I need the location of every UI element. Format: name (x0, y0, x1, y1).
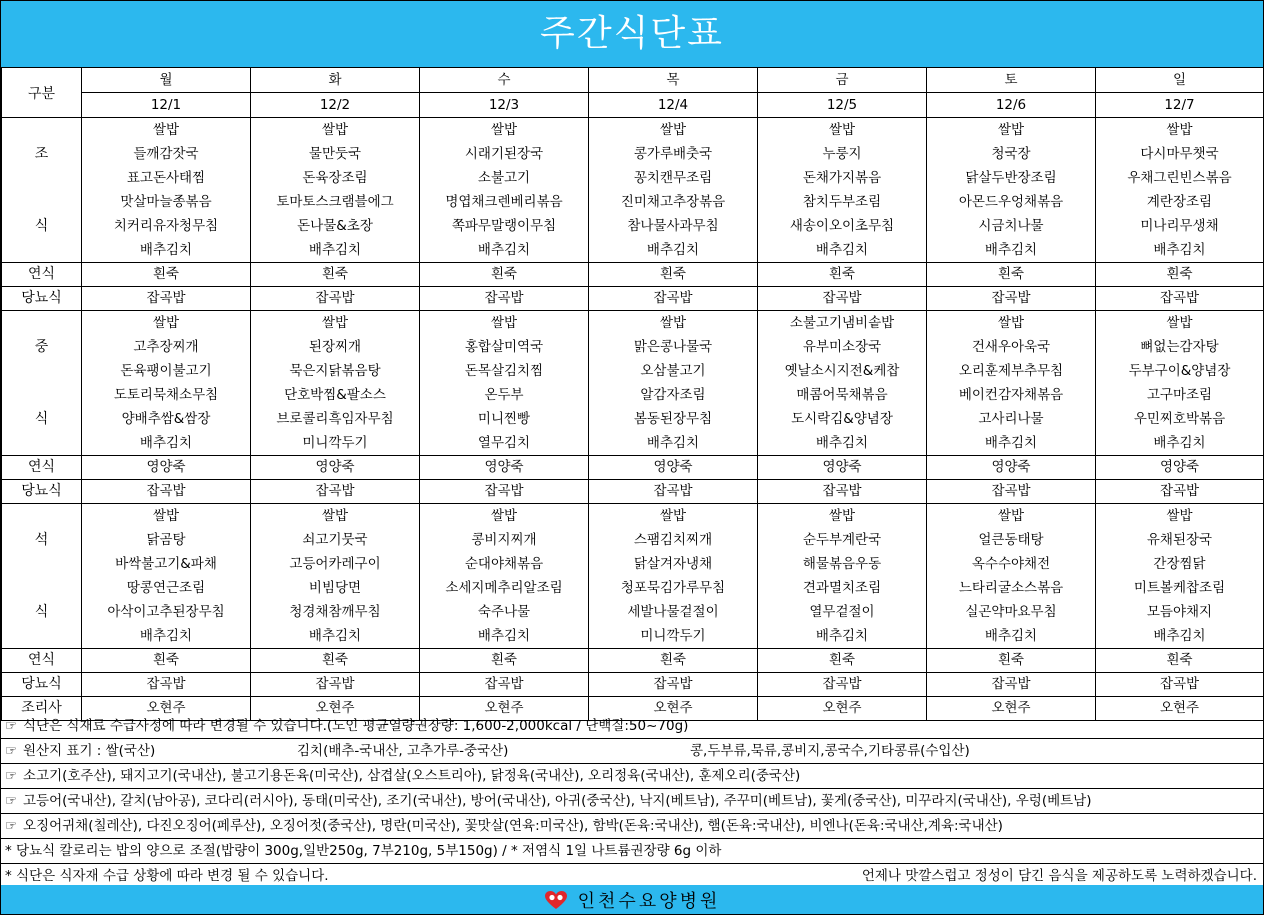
menu-item: 알감자조림 (640, 387, 706, 403)
diabetic-diet-item: 잡곡밥 (927, 480, 1096, 504)
day-date: 12/6 (927, 93, 1096, 118)
lunch-label (2, 311, 82, 456)
menu-item: 청경채참깨무침 (289, 604, 381, 620)
menu-item: 뼈없는감자탕 (1140, 339, 1219, 355)
menu-item: 닭살두반장조림 (965, 170, 1057, 186)
diabetic-diet-item: 잡곡밥 (589, 480, 758, 504)
notes-section (1, 714, 1263, 888)
menu-item: 배추김치 (984, 242, 1038, 258)
menu-item: 해물볶음우동 (802, 556, 882, 572)
day-date: 12/1 (82, 93, 251, 118)
menu-item: 모듬야채지 (1146, 604, 1213, 620)
breakfast-menu-day (82, 118, 251, 263)
dinner-menu-day (589, 504, 758, 649)
menu-item: 도시락김&양념장 (791, 411, 893, 427)
menu-item: 쇠고기뭇국 (302, 532, 368, 548)
menu-item: 표고돈사태찜 (126, 170, 206, 186)
cook-name: 오현주 (251, 697, 420, 721)
lunch-menu-day (82, 311, 251, 456)
menu-item: 배추김치 (815, 628, 869, 644)
soft-diet-item: 흰죽 (589, 263, 758, 287)
menu-item: 쌀밥 (659, 122, 687, 138)
menu-item: 배추김치 (815, 242, 869, 258)
menu-item: 참치두부조림 (802, 194, 882, 210)
menu-item: 닭살겨자냉채 (633, 556, 713, 572)
menu-item: 쌀밥 (1166, 508, 1193, 524)
dinner-menu-day (758, 504, 927, 649)
lunch-diabetic-label: 당뇨식 (2, 480, 82, 504)
menu-item: 쌀밥 (490, 508, 518, 524)
day-name: 화 (251, 68, 420, 93)
menu-item: 쌀밥 (321, 315, 349, 331)
page-title: 주간식단표 (1, 1, 1263, 67)
diabetic-diet-item: 잡곡밥 (758, 480, 927, 504)
menu-item: 느타리굴소스볶음 (958, 580, 1064, 596)
lunch-menu-day (251, 311, 420, 456)
menu-item: 홍합살미역국 (464, 339, 544, 355)
soft-diet-item: 흰죽 (758, 263, 927, 287)
cook-name: 오현주 (82, 697, 251, 721)
menu-item: 열무김치 (477, 435, 531, 451)
hospital-logo-icon (544, 890, 568, 910)
origin-rice: 원산지 표기 : 쌀(국산) (23, 743, 156, 759)
menu-item: 새송이오이초무침 (789, 218, 895, 234)
soft-diet-item: 흰죽 (927, 263, 1096, 287)
soft-diet-item: 영양죽 (758, 456, 927, 480)
lunch-label-bottom: 식 (34, 411, 49, 427)
menu-item: 콩가루배춧국 (633, 146, 713, 162)
menu-item: 실곤약마요무침 (965, 604, 1057, 620)
lunch-menu-day (1096, 311, 1264, 456)
diabetic-diet-item: 잡곡밥 (420, 673, 589, 697)
diabetic-diet-item: 잡곡밥 (927, 287, 1096, 311)
soft-diet-item: 흰죽 (82, 649, 251, 673)
diabetic-diet-item: 잡곡밥 (251, 673, 420, 697)
note-origin-fish: ☞ 고등어(국내산), 갈치(남아공), 코다리(러시아), 동태(미국산), 조기(국내산), 방어(국내산), 아귀(중국산), 낙지(베트남), 주꾸미(베트남), 꽃게(중국산), 미꾸라지(국내산), 우렁(베트남) (1, 789, 1263, 814)
menu-item: 된장찌개 (308, 339, 362, 355)
menu-item: 돈나물&초장 (297, 218, 373, 234)
menu-item: 배추김치 (477, 242, 531, 258)
diabetic-diet-item: 잡곡밥 (758, 287, 927, 311)
menu-item: 베이컨감자채볶음 (958, 387, 1064, 403)
menu-item: 간장찜닭 (1153, 556, 1206, 572)
menu-item: 돈채가지볶음 (802, 170, 882, 186)
breakfast-menu-day (589, 118, 758, 263)
day-name: 월 (82, 68, 251, 93)
menu-item: 배추김치 (477, 628, 531, 644)
menu-item: 진미채고추장볶음 (620, 194, 726, 210)
menu-item: 쌀밥 (997, 315, 1025, 331)
menu-item: 오삼불고기 (640, 363, 706, 379)
menu-item: 쌀밥 (321, 122, 349, 138)
dinner-label-top: 석 (34, 532, 49, 548)
menu-item: 명엽채크렌베리볶음 (445, 194, 563, 210)
menu-item: 미니깍두기 (302, 435, 368, 451)
soft-diet-item: 흰죽 (420, 263, 589, 287)
menu-item: 바싹불고기&파채 (115, 556, 217, 572)
day-date: 12/5 (758, 93, 927, 118)
menu-item: 순두부계란국 (802, 532, 882, 548)
lunch-menu-day (927, 311, 1096, 456)
diabetic-diet-item: 잡곡밥 (251, 287, 420, 311)
menu-item: 얼큰동태탕 (978, 532, 1044, 548)
menu-item: 봄동된장무침 (633, 411, 713, 427)
hospital-name: 인천수요양병원 (577, 890, 721, 912)
dinner-menu-day (1096, 504, 1264, 649)
day-date: 12/3 (420, 93, 589, 118)
soft-diet-item: 흰죽 (927, 649, 1096, 673)
soft-diet-item: 흰죽 (82, 263, 251, 287)
dinner-menu-day (82, 504, 251, 649)
menu-item: 순대야채볶음 (464, 556, 544, 572)
menu-item: 닭곰탕 (146, 532, 186, 548)
menu-item: 유채된장국 (1146, 532, 1213, 548)
menu-item: 시래기된장국 (464, 146, 544, 162)
menu-item: 돈육팽이불고기 (120, 363, 212, 379)
menu-item: 소세지메추리알조림 (445, 580, 563, 596)
menu-item: 소불고기냄비솥밥 (789, 315, 895, 331)
menu-item: 배추김치 (308, 242, 362, 258)
menu-item: 두부구이&양념장 (1128, 363, 1231, 379)
menu-item: 브로콜리흑임자무침 (276, 411, 394, 427)
soft-diet-item: 영양죽 (589, 456, 758, 480)
menu-item: 견과멸치조림 (802, 580, 882, 596)
diabetic-diet-item: 잡곡밥 (589, 287, 758, 311)
day-date: 12/2 (251, 93, 420, 118)
menu-item: 유부미소장국 (802, 339, 882, 355)
menu-item: 맛살마늘종볶음 (120, 194, 212, 210)
cook-name: 오현주 (758, 697, 927, 721)
diabetic-diet-item: 잡곡밥 (927, 673, 1096, 697)
menu-item: 소불고기 (477, 170, 531, 186)
note-origin-rice-kimchi (1, 739, 1263, 764)
breakfast-label-top: 조 (34, 146, 49, 162)
menu-item: 참나물사과무침 (627, 218, 719, 234)
diabetic-diet-item: 잡곡밥 (1096, 673, 1264, 697)
menu-item: 쌀밥 (659, 315, 687, 331)
menu-item: 쌀밥 (490, 315, 518, 331)
day-date: 12/4 (589, 93, 758, 118)
menu-item: 물만둣국 (308, 146, 362, 162)
menu-item: 고사리나물 (978, 411, 1044, 427)
menu-item: 배추김치 (1153, 242, 1206, 258)
menu-item: 배추김치 (1153, 628, 1206, 644)
menu-item: 열무겉절이 (809, 604, 875, 620)
cook-name: 오현주 (1096, 697, 1264, 721)
menu-item: 묵은지닭볶음탕 (289, 363, 381, 379)
day-date: 12/7 (1096, 93, 1264, 118)
pointing-hand-icon: ☞ (5, 818, 18, 834)
dinner-label-bottom: 식 (34, 604, 49, 620)
diabetic-diet-item: 잡곡밥 (251, 480, 420, 504)
pointing-hand-icon: ☞ (5, 743, 18, 759)
breakfast-label-bottom: 식 (34, 218, 49, 234)
menu-item: 시금치나물 (978, 218, 1044, 234)
menu-item: 미트볼케찹조림 (1133, 580, 1226, 596)
cook-label: 조리사 (2, 697, 82, 721)
menu-item: 쌀밥 (152, 315, 180, 331)
header-label: 구분 (2, 68, 82, 118)
pointing-hand-icon: ☞ (5, 718, 18, 734)
menu-item: 청국장 (991, 146, 1031, 162)
menu-item: 스팸김치찌개 (633, 532, 713, 548)
breakfast-diabetic-label: 당뇨식 (2, 287, 82, 311)
diabetic-diet-item: 잡곡밥 (82, 480, 251, 504)
menu-item: 미니찐빵 (477, 411, 531, 427)
soft-diet-item: 흰죽 (589, 649, 758, 673)
lunch-menu-day (758, 311, 927, 456)
menu-item: 배추김치 (815, 435, 869, 451)
menu-item: 쌀밥 (321, 508, 349, 524)
dinner-menu-day (420, 504, 589, 649)
lunch-label-top: 중 (34, 339, 49, 355)
diabetic-diet-item: 잡곡밥 (420, 287, 589, 311)
day-name: 일 (1096, 68, 1264, 93)
soft-diet-item: 흰죽 (1096, 263, 1264, 287)
menu-item: 건새우아욱국 (971, 339, 1051, 355)
menu-item: 배추김치 (646, 435, 700, 451)
soft-diet-item: 영양죽 (927, 456, 1096, 480)
menu-item: 쌀밥 (997, 122, 1025, 138)
menu-item: 토마토스크램블에그 (276, 194, 394, 210)
menu-item: 쌀밥 (1166, 315, 1193, 331)
cook-name: 오현주 (420, 697, 589, 721)
menu-item: 비빔당면 (308, 580, 362, 596)
menu-item: 청포묵김가루무침 (620, 580, 726, 596)
menu-item: 배추김치 (984, 628, 1038, 644)
menu-item: 숙주나물 (477, 604, 531, 620)
menu-item: 쌀밥 (1166, 122, 1193, 138)
breakfast-menu-day (420, 118, 589, 263)
soft-diet-item: 영양죽 (82, 456, 251, 480)
diabetic-diet-item: 잡곡밥 (1096, 287, 1264, 311)
note-origin-meat: ☞ 소고기(호주산), 돼지고기(국내산), 불고기용돈육(미국산), 삼겹살(오스트리아), 닭정육(국내산), 오리정육(국내산), 훈제오리(중국산) (1, 764, 1263, 789)
menu-item: 누룽지 (822, 146, 862, 162)
footer-bar (1, 885, 1263, 914)
dinner-menu-day (251, 504, 420, 649)
menu-item: 들깨감잣국 (133, 146, 199, 162)
menu-item: 배추김치 (308, 628, 362, 644)
menu-item: 미니깍두기 (640, 628, 706, 644)
menu-item: 단호박찜&팔소스 (284, 387, 386, 403)
menu-item: 배추김치 (646, 242, 700, 258)
soft-diet-item: 흰죽 (1096, 649, 1264, 673)
menu-item: 쌀밥 (659, 508, 687, 524)
menu-item: 땅콩연근조림 (126, 580, 206, 596)
diabetic-diet-item: 잡곡밥 (82, 673, 251, 697)
menu-item: 세발나물겉절이 (627, 604, 719, 620)
cook-name: 오현주 (589, 697, 758, 721)
note-origin-processed: ☞ 오징어귀채(칠레산), 다진오징어(페루산), 오징어젓(중국산), 명란(미국산), 꽃맛살(연육:미국산), 함박(돈육:국내산), 햄(돈육:국내산), 비엔나(돈육:국내산,계육:국내산) (1, 814, 1263, 839)
pointing-hand-icon: ☞ (5, 793, 18, 809)
origin-beans: 콩,두부류,묵류,콩비지,콩국수,기타콩류(수입산) (690, 743, 970, 759)
menu-item: 양배추쌈&쌈장 (121, 411, 211, 427)
menu-item: 옛날소시지전&케찹 (784, 363, 900, 379)
menu-item: 매콤어묵채볶음 (796, 387, 888, 403)
diabetic-diet-item: 잡곡밥 (420, 480, 589, 504)
day-name: 토 (927, 68, 1096, 93)
menu-item: 미나리무생채 (1140, 218, 1219, 234)
menu-item: 아삭이고추된장무침 (107, 604, 225, 620)
menu-item: 쌀밥 (490, 122, 518, 138)
note-promise: 언제나 맛깔스럽고 정성이 담긴 음식을 제공하도록 노력하겠습니다. (861, 868, 1257, 884)
breakfast-menu-day (927, 118, 1096, 263)
day-name: 목 (589, 68, 758, 93)
menu-item: 고구마조림 (1146, 387, 1213, 403)
breakfast-menu-day (1096, 118, 1264, 263)
menu-item: 배추김치 (139, 242, 193, 258)
menu-item: 계란장조림 (1146, 194, 1213, 210)
menu-item: 쌀밥 (997, 508, 1025, 524)
soft-diet-item: 영양죽 (1096, 456, 1264, 480)
diabetic-diet-item: 잡곡밥 (1096, 480, 1264, 504)
soft-diet-item: 흰죽 (251, 649, 420, 673)
lunch-soft-label: 연식 (2, 456, 82, 480)
menu-item: 꽁치캔무조림 (633, 170, 713, 186)
menu-item: 아몬드우엉채볶음 (958, 194, 1064, 210)
menu-item: 도토리묵채소무침 (113, 387, 219, 403)
soft-diet-item: 흰죽 (251, 263, 420, 287)
menu-item: 쌀밥 (828, 508, 856, 524)
menu-item: 옥수수야채전 (971, 556, 1051, 572)
menu-item: 배추김치 (1153, 435, 1206, 451)
menu-item: 오리훈제부추무침 (958, 363, 1064, 379)
soft-diet-item: 영양죽 (420, 456, 589, 480)
diabetic-diet-item: 잡곡밥 (758, 673, 927, 697)
note-change-notice: * 식단은 식자재 수급 상황에 따라 변경 될 수 있습니다. (5, 868, 329, 884)
menu-table (1, 67, 1264, 721)
menu-item: 돈목살김치찜 (464, 363, 544, 379)
soft-diet-item: 흰죽 (758, 649, 927, 673)
menu-item: 쌀밥 (152, 508, 180, 524)
lunch-menu-day (589, 311, 758, 456)
pointing-hand-icon: ☞ (5, 768, 18, 784)
note-change: ☞ 식단은 식재료 수급사정에 따라 변경될 수 있습니다.(노인 평균열량권장량: 1,600-2,000kcal / 단백질:50~70g) (1, 714, 1263, 739)
menu-item: 온두부 (484, 387, 524, 403)
diabetic-diet-item: 잡곡밥 (589, 673, 758, 697)
dinner-menu-day (927, 504, 1096, 649)
note-diabetic: * 당뇨식 칼로리는 밥의 양으로 조절(밥량이 300g,일반250g, 7부210g, 5부150g) / * 저염식 1일 나트륨권장량 6g 이하 (1, 839, 1263, 864)
hospital-brand (544, 885, 721, 914)
dinner-label (2, 504, 82, 649)
cook-name: 오현주 (927, 697, 1096, 721)
breakfast-label (2, 118, 82, 263)
dinner-soft-label: 연식 (2, 649, 82, 673)
menu-item: 쌀밥 (828, 122, 856, 138)
menu-item: 배추김치 (139, 435, 193, 451)
menu-item: 배추김치 (139, 628, 193, 644)
menu-item: 쪽파무말랭이무침 (451, 218, 557, 234)
menu-item: 우채그린빈스볶음 (1127, 170, 1232, 186)
lunch-menu-day (420, 311, 589, 456)
day-name: 금 (758, 68, 927, 93)
soft-diet-item: 흰죽 (420, 649, 589, 673)
menu-item: 돈육장조림 (302, 170, 368, 186)
diabetic-diet-item: 잡곡밥 (82, 287, 251, 311)
origin-kimchi: 김치(배추-국내산, 고추가루-중국산) (297, 743, 509, 759)
menu-item: 고등어카레구이 (289, 556, 381, 572)
soft-diet-item: 영양죽 (251, 456, 420, 480)
menu-item: 치커리유자청무침 (113, 218, 219, 234)
breakfast-menu-day (758, 118, 927, 263)
menu-item: 고추장찌개 (133, 339, 199, 355)
breakfast-soft-label: 연식 (2, 263, 82, 287)
menu-item: 쌀밥 (152, 122, 180, 138)
day-name: 수 (420, 68, 589, 93)
menu-item: 우민찌호박볶음 (1133, 411, 1226, 427)
menu-item: 맑은콩나물국 (633, 339, 713, 355)
breakfast-menu-day (251, 118, 420, 263)
menu-item: 다시마무챗국 (1140, 146, 1219, 162)
dinner-diabetic-label: 당뇨식 (2, 673, 82, 697)
menu-item: 콩비지찌개 (471, 532, 537, 548)
menu-item: 배추김치 (984, 435, 1038, 451)
